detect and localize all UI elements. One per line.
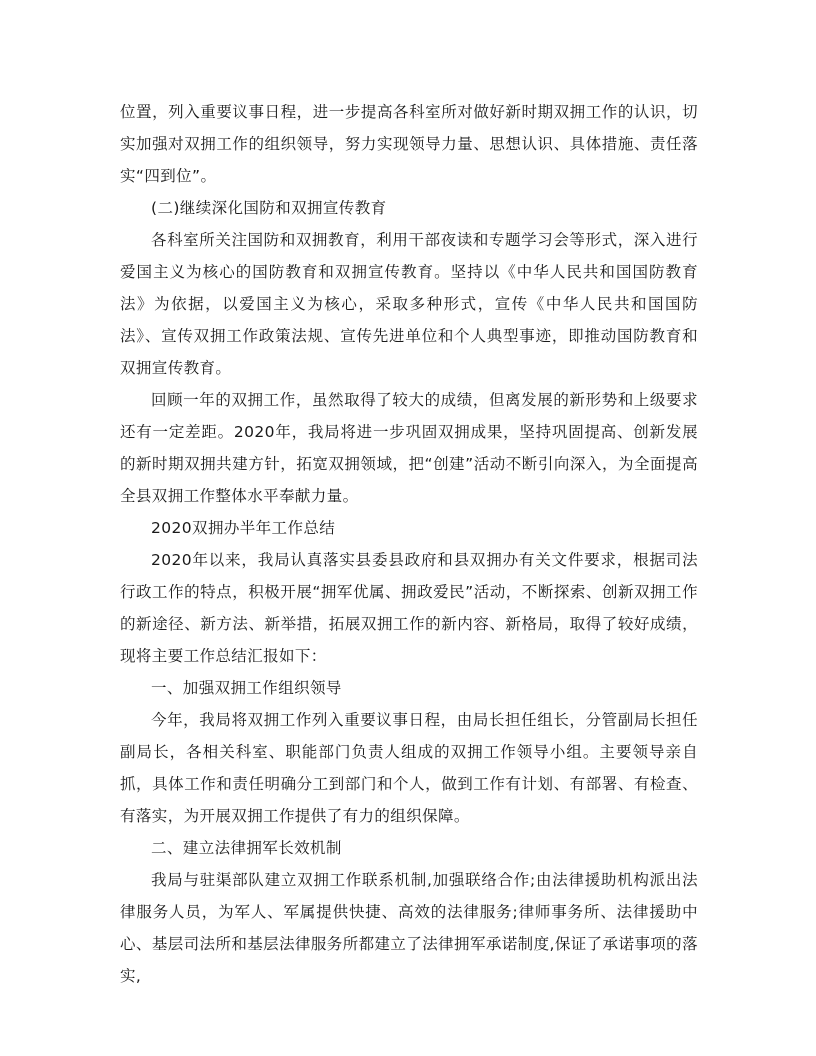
section-heading-leadership: 一、加强双拥工作组织领导 — [151, 679, 342, 697]
document-body — [120, 96, 698, 992]
paragraph-education: 各科室所关注国防和双拥教育，利用干部夜读和专题学习会等形式，深入进行爱国主义为核心的国防教育和双拥宣传教育。坚持以《中华人民共和国国防教育法》为依据，以爱国主义为核心，采取多种形式，宣传《中华人民共和国国防法》、宣传双拥工作政策法规、宣传先进单位和个人典型事迹，即推动国防教育和双拥宣传教育。 — [120, 231, 698, 377]
paragraph-legal: 我局与驻渠部队建立双拥工作联系机制,加强联络合作;由法律援助机构派出法律服务人员，为军人、军属提供快捷、高效的法律服务;律师事务所、法律援助中心、基层司法所和基层法律服务所都建立了法律拥军承诺制度,保证了承诺事项的落实, — [120, 871, 698, 985]
section-heading-legal-mechanism: 二、建立法律拥军长效机制 — [151, 839, 342, 857]
section-heading-propaganda-education: (二)继续深化国防和双拥宣传教育 — [151, 199, 387, 217]
paragraph-leadership: 今年，我局将双拥工作列入重要议事日程，由局长担任组长，分管副局长担任副局长，各相关科室、职能部门负责人组成的双拥工作领导小组。主要领导亲自抓，具体工作和责任明确分工到部门和个人，做到工作有计划、有部署、有检查、有落实，为开展双拥工作提供了有力的组织保障。 — [120, 711, 698, 825]
paragraph-review: 回顾一年的双拥工作，虽然取得了较大的成绩，但离发展的新形势和上级要求还有一定差距。2020年，我局将进一步巩固双拥成果，坚持巩固提高、创新发展的新时期双拥共建方针，拓宽双拥领域，把“创建”活动不断引向深入，为全面提高全县双拥工作整体水平奉献力量。 — [120, 391, 698, 505]
document-title: 2020双拥办半年工作总结 — [151, 519, 336, 537]
paragraph-continuation: 位置，列入重要议事日程，进一步提高各科室所对做好新时期双拥工作的认识，切实加强对双拥工作的组织领导，努力实现领导力量、思想认识、具体措施、责任落实“四到位”。 — [120, 103, 698, 185]
paragraph-intro: 2020年以来，我局认真落实县委县政府和县双拥办有关文件要求，根据司法行政工作的特点，积极开展“拥军优属、拥政爱民”活动，不断探索、创新双拥工作的新途径、新方法、新举措，拓展双拥工作的新内容、新格局，取得了较好成绩，现将主要工作总结汇报如下： — [120, 551, 698, 665]
